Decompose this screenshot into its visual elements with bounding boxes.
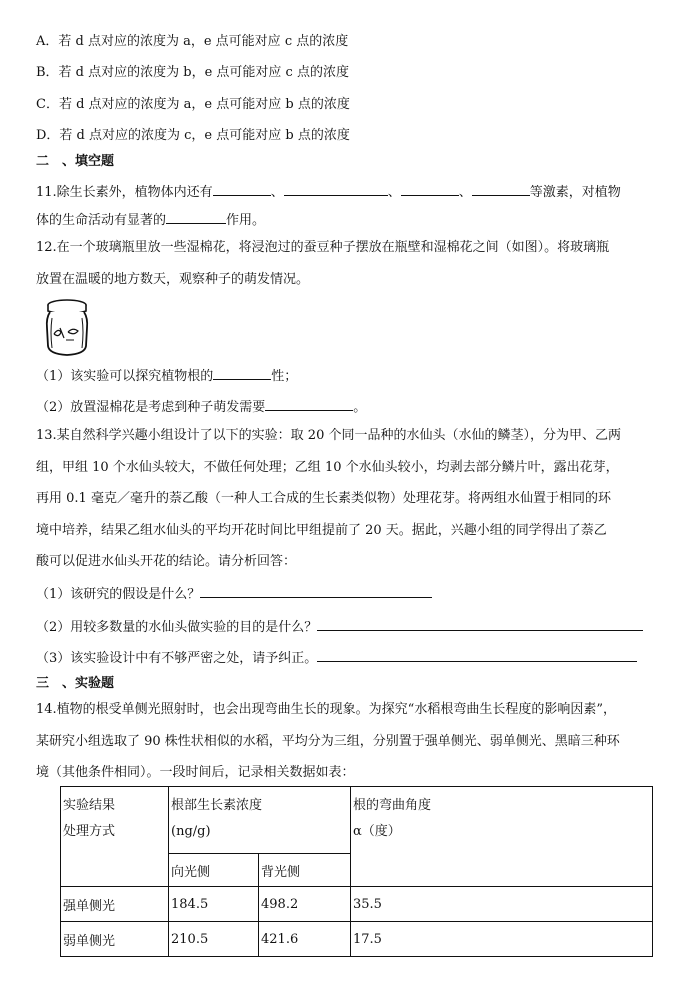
q11-blank-5 bbox=[166, 209, 226, 224]
question-14-line2: 某研究小组选取了 90 株性状相似的水稻，平均分为三组，分别置于强单侧光、弱单侧光、黑暗三种环 bbox=[36, 734, 620, 749]
q13-blank-3 bbox=[317, 647, 637, 662]
q13-sub1-text: （1）该研究的假设是什么？ bbox=[36, 587, 201, 602]
question-13-line5: 酸可以促进水仙头开花的结论。请分析回答： bbox=[36, 554, 297, 569]
question-13-sub3 bbox=[36, 647, 637, 669]
question-12-line2: 放置在温暖的地方数天，观察种子的萌发情况。 bbox=[36, 272, 310, 287]
table-header-angle-unit: α（度） bbox=[353, 824, 401, 839]
q13-blank-2 bbox=[317, 616, 643, 631]
table-header-auxin bbox=[169, 787, 351, 854]
section-heading-fill-blank: 二 、填空题 bbox=[36, 154, 115, 169]
q11-sep-2: 、 bbox=[387, 185, 401, 200]
glass-jar-figure bbox=[44, 298, 90, 358]
q11-text-4: 作用。 bbox=[226, 213, 266, 228]
q13-blank-1 bbox=[200, 583, 432, 598]
table-row bbox=[61, 922, 653, 957]
q11-blank-1 bbox=[213, 181, 271, 196]
table-corner-bottom: 处理方式 bbox=[63, 824, 116, 839]
table-cell-light: 210.5 bbox=[169, 922, 259, 957]
table-header-auxin-unit: (ng/g) bbox=[171, 824, 211, 839]
q13-sub2-text: （2）用较多数量的水仙头做实验的目的是什么？ bbox=[36, 620, 318, 635]
option-d: D．若 d 点对应的浓度为 c，e 点可能对应 b 点的浓度 bbox=[36, 128, 350, 143]
table-cell-shade: 498.2 bbox=[259, 887, 351, 922]
table-cell-angle: 17.5 bbox=[351, 922, 653, 957]
q12-sub1-end: 性； bbox=[271, 369, 298, 384]
q12-blank-2 bbox=[265, 396, 353, 411]
table-row-label: 强单侧光 bbox=[61, 887, 169, 922]
question-13-sub1 bbox=[36, 583, 432, 605]
section-heading-experiment: 三 、实验题 bbox=[36, 676, 115, 691]
question-11-line1 bbox=[36, 181, 621, 203]
question-13-line4: 境中培养，结果乙组水仙头的平均开花时间比甲组提前了 20 天。据此，兴趣小组的同学得出了萘乙 bbox=[36, 523, 607, 538]
q12-sub2-end: 。 bbox=[353, 400, 367, 415]
q11-blank-4 bbox=[472, 181, 530, 196]
q13-sub3-text: （3）该实验设计中有不够严密之处，请予纠正。 bbox=[36, 651, 318, 666]
table-header-auxin-label: 根部生长素浓度 bbox=[171, 798, 263, 813]
q11-sep-1: 、 bbox=[270, 185, 284, 200]
data-table bbox=[60, 786, 653, 957]
table-subheader-light: 向光侧 bbox=[169, 854, 259, 887]
table-header-row bbox=[61, 787, 653, 854]
table-row-label: 弱单侧光 bbox=[61, 922, 169, 957]
table-cell-light: 184.5 bbox=[169, 887, 259, 922]
table-cell-angle: 35.5 bbox=[351, 887, 653, 922]
question-13-line3: 再用 0.1 毫克／毫升的萘乙酸（一种人工合成的生长素类似物）处理花芽。将两组水仙置于相同的环 bbox=[36, 491, 611, 506]
q12-sub1-text: （1）该实验可以探究植物根的 bbox=[36, 369, 214, 384]
table-subheader-shade: 背光侧 bbox=[259, 854, 351, 887]
q12-blank-1 bbox=[213, 365, 271, 380]
question-14-line1: 14.植物的根受单侧光照射时，也会出现弯曲生长的现象。为探究“水稻根弯曲生长程度的影响因素”， bbox=[36, 702, 616, 717]
question-13-sub2 bbox=[36, 616, 643, 638]
q11-blank-2 bbox=[284, 181, 388, 196]
q11-text-2: 等激素，对植物 bbox=[529, 185, 621, 200]
table-row bbox=[61, 887, 653, 922]
table-header-angle-label: 根的弯曲角度 bbox=[353, 798, 432, 813]
table-corner-top: 实验结果 bbox=[63, 798, 116, 813]
option-c: C．若 d 点对应的浓度为 a，e 点可能对应 b 点的浓度 bbox=[36, 97, 350, 112]
question-12-sub2 bbox=[36, 396, 366, 418]
question-12-sub1 bbox=[36, 365, 297, 387]
table-header-angle bbox=[351, 787, 653, 887]
table-cell-shade: 421.6 bbox=[259, 922, 351, 957]
question-13-line1: 13.某自然科学兴趣小组设计了以下的实验：取 20 个同一品种的水仙头（水仙的鳞茎），分为甲、乙两 bbox=[36, 428, 621, 443]
question-11-line2 bbox=[36, 209, 265, 231]
option-b: B．若 d 点对应的浓度为 b，e 点可能对应 c 点的浓度 bbox=[36, 65, 349, 80]
question-14-line3: 境（其他条件相同）。一段时间后，记录相关数据如表： bbox=[36, 765, 355, 780]
table-corner-cell bbox=[61, 787, 169, 887]
q11-text-3: 体的生命活动有显著的 bbox=[36, 213, 167, 228]
question-12-line1: 12.在一个玻璃瓶里放一些湿棉花，将浸泡过的蚕豆种子摆放在瓶壁和湿棉花之间（如图）。将玻璃瓶 bbox=[36, 240, 610, 255]
option-a: A．若 d 点对应的浓度为 a，e 点可能对应 c 点的浓度 bbox=[36, 34, 349, 49]
q11-text-1: 11.除生长素外，植物体内还有 bbox=[36, 185, 213, 200]
q11-sep-3: 、 bbox=[458, 185, 472, 200]
q12-sub2-text: （2）放置湿棉花是考虑到种子萌发需要 bbox=[36, 400, 266, 415]
q11-blank-3 bbox=[401, 181, 459, 196]
question-13-line2: 组，甲组 10 个水仙头较大，不做任何处理；乙组 10 个水仙头较小，均剥去部分鳞片叶，露出花芽， bbox=[36, 460, 619, 475]
